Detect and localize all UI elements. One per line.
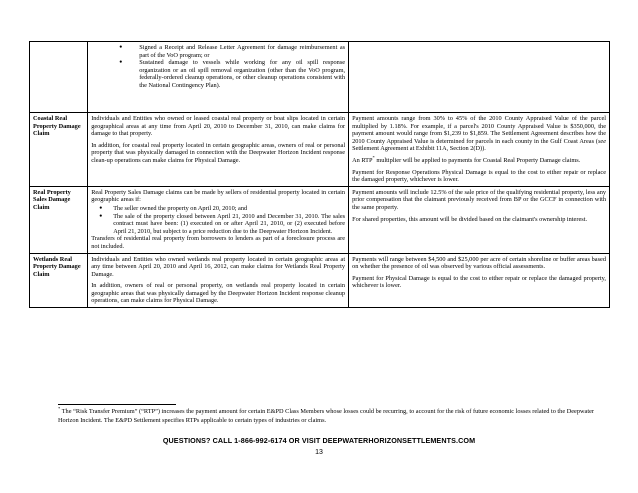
row-label-coastal: Coastal Real Property Damage Claim bbox=[30, 113, 88, 187]
table-row-coastal bbox=[30, 113, 610, 187]
payment-cell bbox=[349, 113, 610, 187]
list-item: ● The seller owned the property on April 20, 2010; and bbox=[113, 205, 345, 213]
vessel-criteria-list bbox=[91, 44, 345, 90]
page-number: 13 bbox=[315, 449, 323, 456]
description-cell bbox=[88, 186, 349, 253]
paragraph: Individuals and Entities who owned wetlands real property located in certain geographic areas at any time between April 20, 2010 and April 16, 2012, can make claims for Wetlands Real Property Damage. bbox=[91, 255, 346, 278]
payment-cell bbox=[349, 42, 610, 113]
paragraph: Payment for Physical Damage is equal to the cost to either repair or replace the damaged property, whichever is lower. bbox=[352, 274, 606, 290]
description-cell bbox=[88, 253, 349, 308]
claims-table bbox=[29, 41, 610, 308]
paragraph: Payment amounts range from 30% to 45% of the 2010 County Appraised Value of the parcel multiplied by 1.18%. For example, if a parcel's 2010 County Appraised Value is $350,000, the payment amount would range from $1,239 to $1,859. The Settlement Agreement describes how the 2010 County Appraised Value is determined for parcels in each county in the Gulf Coast Areas (see Settlement Agreement at Exhibit 11A, Section 2(D)). bbox=[352, 115, 606, 153]
list-item: ● Signed a Receipt and Release Letter Agreement for damage reimbursement as part of the VoO program; or bbox=[139, 44, 345, 59]
contact-line: QUESTIONS? CALL 1-866-992-6174 OR VISIT DEEPWATERHORIZONSETTLEMENTS.COM bbox=[162, 436, 476, 445]
paragraph: Real Property Sales Damage claims can be made by sellers of residential property located in certain geographic areas if: bbox=[91, 188, 346, 204]
payment-cell bbox=[349, 253, 610, 308]
list-item: ● Sustained damage to vessels while working for any oil spill response organization or an oil spill removal organization (other than the VoO program, federally-ordered cleanup operations, or other cleanup operations consistent with the National Contingency Plan). bbox=[139, 59, 345, 89]
row-label-sales: Real Property Sales Damage Claim bbox=[30, 186, 88, 253]
footnote bbox=[58, 405, 606, 425]
paragraph: In addition, owners of real or personal property, on wetlands real property located in certain geographic areas that was physically damaged by the Deepwater Horizon Incident response cleanup operations, can make claims for Physical Damage. bbox=[91, 282, 346, 305]
paragraph: For shared properties, this amount will be divided based on the claimant's ownership interest. bbox=[352, 215, 588, 223]
paragraph: Transfers of residential real property from borrowers to lenders as part of a foreclosure process are not included. bbox=[91, 235, 346, 250]
paragraph: Payment for Response Operations Physical Damage is equal to the cost to either repair or replace the damaged property, whichever is lower. bbox=[352, 168, 606, 184]
paragraph: Individuals and Entities who owned or leased coastal real property or boat slips located in certain geographical areas at any time from April 20, 2010 to December 31, 2010, can make claims for damage to that property. bbox=[91, 115, 346, 138]
paragraph: Payments will range between $4,500 and $25,000 per acre of certain shoreline or buffer areas based on whether the presence of oil was observed by various official assessments. bbox=[352, 255, 606, 271]
footnote-divider bbox=[58, 404, 176, 405]
paragraph: Payment amounts will include 12.5% of the sale price of the qualifying residential property, less any prior compensation that the claimant previously received from BP or the GCCF in connection with the same property. bbox=[352, 188, 606, 211]
paragraph: In addition, for coastal real property located in certain geographic areas, owners of real or personal property that was physically damaged in connection with the Deepwater Horizon Incident response clean-up operations can make claims for Physical Damage. bbox=[91, 141, 346, 164]
list-item: ● The sale of the property closed between April 21, 2010 and December 31, 2010. The sales contract must have been: (1) executed on or after April 21, 2010, or (2) executed before April 21, 2010, but subject to a price reduction due to the Deepwater Horizon Incident. bbox=[113, 213, 345, 236]
payment-cell bbox=[349, 186, 610, 253]
table-row-sales bbox=[30, 186, 610, 253]
footnote-text: The “Risk Transfer Premium” (“RTP”) increases the payment amount for certain E&PD Class Members whose losses could be recurring, to account for the risk of future economic losses related to the Deepwater Horizon Incident. The E&PD Settlement specifies RTPs applicable to certain types of industries or claims. bbox=[58, 408, 594, 424]
sales-criteria-list bbox=[91, 205, 345, 235]
paragraph: An RTP* multiplier will be applied to payments for Coastal Real Property Damage claims. bbox=[352, 154, 581, 164]
row-label-cell bbox=[30, 42, 88, 113]
footnote-marker: * bbox=[58, 405, 61, 411]
table-row-vessel-continued bbox=[30, 42, 610, 113]
row-label-wetlands: Wetlands Real Property Damage Claim bbox=[30, 253, 88, 308]
description-cell bbox=[88, 113, 349, 187]
footnote-marker: * bbox=[372, 154, 375, 160]
description-cell bbox=[88, 42, 349, 113]
table-row-wetlands bbox=[30, 253, 610, 308]
